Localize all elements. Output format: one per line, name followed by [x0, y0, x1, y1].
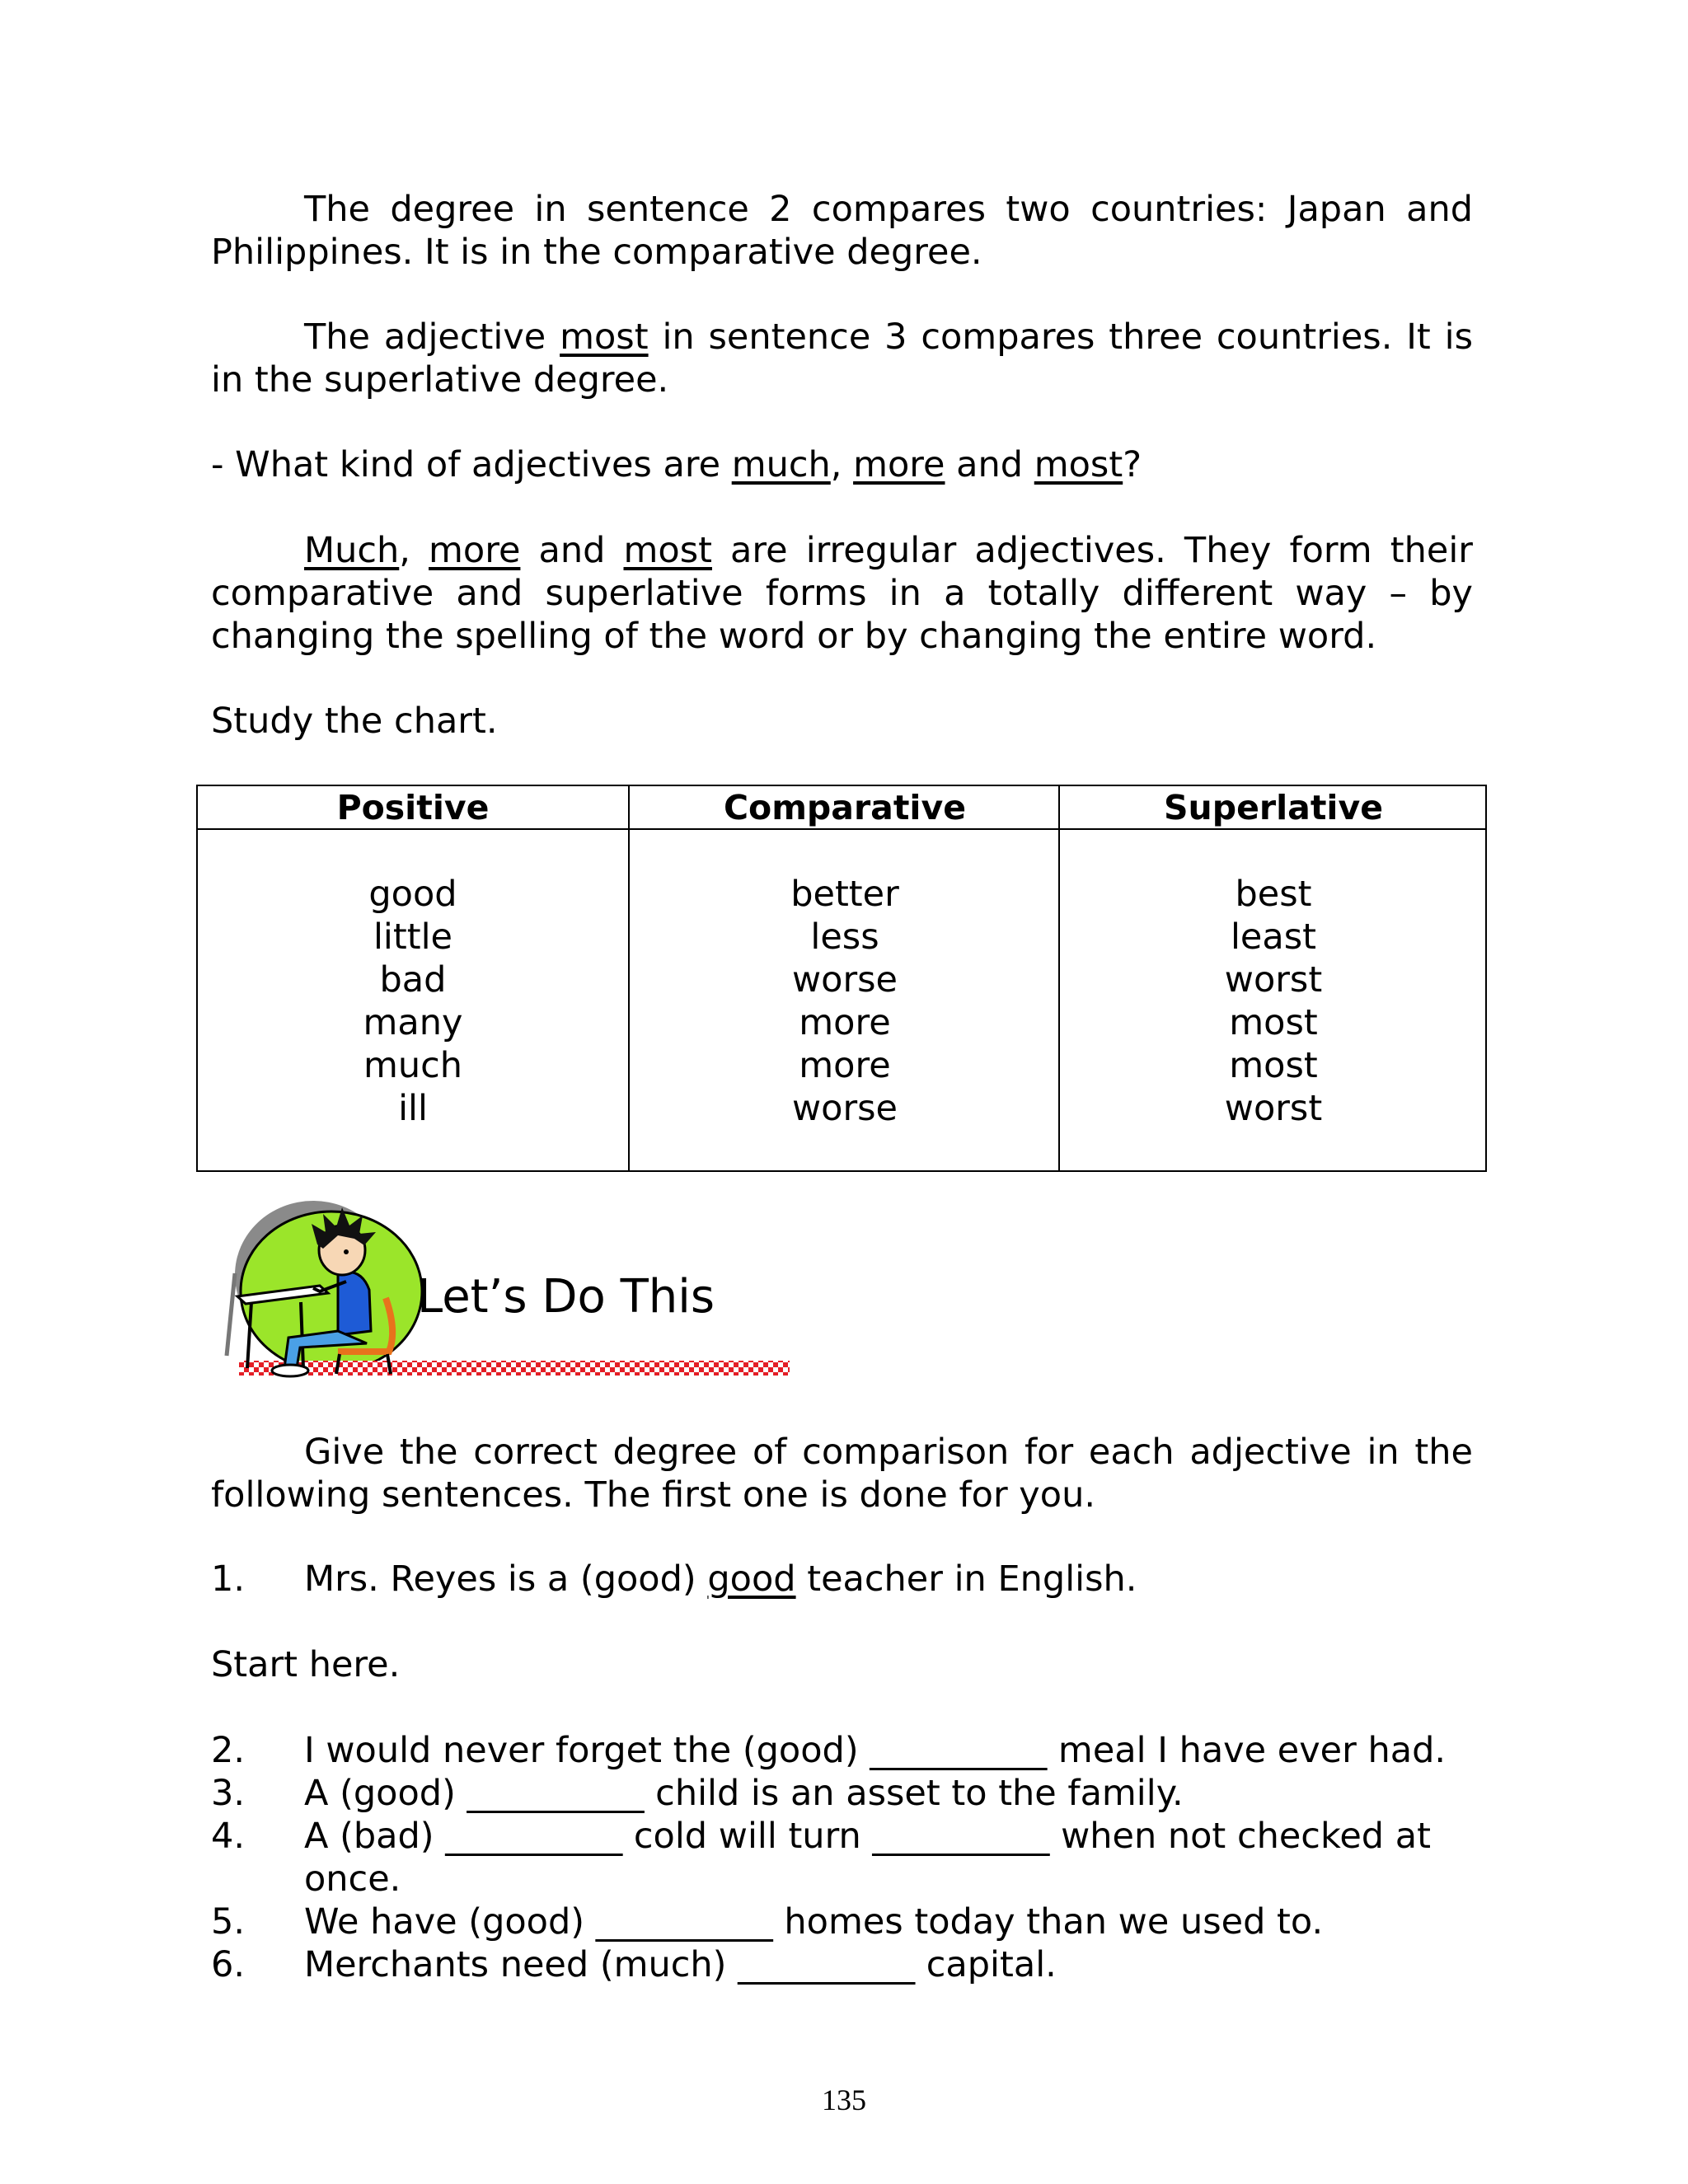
item-text: A (good) __________ child is an asset to the family.: [304, 1773, 1184, 1814]
underlined-word: Much: [304, 530, 400, 571]
item-number: 4.: [211, 1816, 246, 1857]
item-number: 5.: [211, 1901, 246, 1943]
item-number: 2.: [211, 1730, 246, 1771]
underlined-word: more: [853, 444, 945, 485]
item-text: We have (good) __________ homes today than we used to.: [304, 1901, 1324, 1943]
table-header: Comparative: [630, 786, 1060, 830]
table-cell: best: [1235, 874, 1312, 915]
example-item: 1. Mrs. Reyes is a (good) good teacher in English.: [211, 1558, 1137, 1600]
start-here-label: Start here.: [211, 1644, 401, 1685]
paragraph-irregular: Much, more and most are irregular adjectives. They form their comparative and superlative forms in a totally different way – by changing the spelling of the word or by changing the entire word.: [211, 530, 1473, 657]
table-header: Positive: [198, 786, 628, 830]
table-cell: more: [799, 1045, 891, 1086]
table-cell: worse: [791, 1088, 898, 1129]
table-cell: least: [1230, 916, 1316, 958]
table-cell: little: [373, 916, 452, 958]
item-text: Merchants need (much) __________ capital.: [304, 1944, 1057, 1985]
table-cell: worse: [791, 959, 898, 1001]
paragraph-comparative: [211, 188, 1473, 274]
paragraph-text: in sentence 3 compares three countries. It is in the superlative degree.: [211, 316, 1473, 401]
paragraph-text: are irregular adjectives. They form their comparative and superlative forms in a totally different way – by changing the spelling of the word or by changing the entire word.: [211, 530, 1473, 657]
paragraph-superlative: [211, 316, 1473, 401]
table-cell: bad: [379, 959, 447, 1001]
underlined-word: more: [429, 530, 521, 571]
question-line: - What kind of adjectives are much, more and most?: [211, 444, 1142, 485]
table-cell: good: [368, 874, 457, 915]
item-text: A (bad) __________ cold will turn __________ when not checked at once.: [304, 1816, 1431, 1900]
table-cell: much: [363, 1045, 463, 1086]
paragraph-text: The degree in sentence 2 compares two countries: Japan and Philippines. It is in the comparative degree.: [211, 189, 1473, 273]
item-number: 3.: [211, 1773, 246, 1814]
table-cell: more: [799, 1002, 891, 1043]
table-cell: less: [810, 916, 879, 958]
underlined-word: most: [560, 316, 649, 358]
table-cell: ill: [398, 1088, 428, 1129]
table-cell: many: [363, 1002, 463, 1043]
instructions: [211, 1431, 1473, 1516]
study-chart-line: Study the chart.: [211, 701, 498, 742]
example-answer: good: [707, 1558, 796, 1600]
item-number: 1.: [211, 1558, 246, 1600]
degrees-table: [196, 785, 1487, 1172]
table-column-comparative: [628, 786, 1060, 1170]
page-number: 135: [822, 2083, 866, 2116]
section-title: Let’s Do This: [417, 1270, 715, 1324]
table-header: Superlative: [1060, 786, 1487, 830]
item-number: 6.: [211, 1944, 246, 1985]
item-text: I would never forget the (good) __________ meal I have ever had.: [304, 1730, 1447, 1771]
underlined-word: most: [1034, 444, 1123, 485]
underlined-word: much: [731, 444, 831, 485]
table-cell: better: [790, 874, 899, 915]
table-column-positive: [198, 786, 628, 1170]
table-cell: worst: [1224, 1088, 1323, 1129]
underlined-word: most: [623, 530, 712, 571]
table-cell: most: [1229, 1002, 1318, 1043]
paragraph-text: The adjective: [304, 316, 560, 358]
table-cell: worst: [1224, 959, 1323, 1001]
table-cell: most: [1229, 1045, 1318, 1086]
instructions-text: Give the correct degree of comparison for each adjective in the following sentences. The first one is done for you.: [211, 1432, 1473, 1516]
question-text: - What kind of adjectives are: [211, 444, 732, 485]
table-column-superlative: [1058, 786, 1487, 1170]
